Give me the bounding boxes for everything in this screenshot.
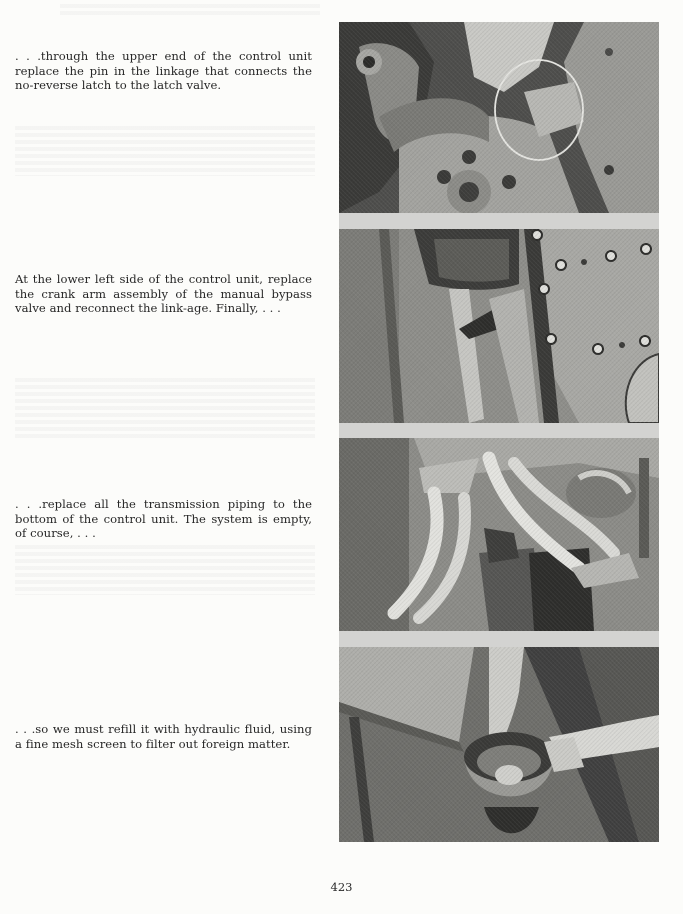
- photo-column: [339, 22, 659, 842]
- photo-separator: [339, 213, 659, 229]
- photo-latch-linkage: [339, 22, 659, 213]
- caption-step-3: . . .replace all the transmission piping to the bottom of the control unit. The system is empty, of course, . . .: [15, 497, 312, 540]
- caption-step-4: . . .so we must refill it with hydraulic fluid, using a fine mesh screen to filter out foreign matter.: [15, 722, 312, 751]
- photo-transmission-piping-image: [339, 438, 659, 631]
- bleed-through-texture: [15, 126, 315, 176]
- photo-refill-hydraulic-fluid-image: [339, 647, 659, 842]
- photo-separator: [339, 423, 659, 438]
- bleed-through-texture: [15, 545, 315, 595]
- bleed-through-texture: [60, 4, 320, 18]
- photo-transmission-piping: [339, 438, 659, 631]
- caption-step-1: . . .through the upper end of the control unit replace the pin in the linkage that connects the no-reverse latch to the latch valve.: [15, 49, 312, 92]
- photo-refill-hydraulic-fluid: [339, 647, 659, 842]
- photo-crank-arm-image: [339, 229, 659, 423]
- bleed-through-texture: [15, 378, 315, 440]
- photo-crank-arm-assembly: [339, 229, 659, 423]
- page-number: 423: [330, 880, 353, 894]
- photo-latch-linkage-image: [339, 22, 659, 213]
- caption-step-2: At the lower left side of the control unit, replace the crank arm assembly of the manual bypass valve and reconnect the link-age. Finally, . . .: [15, 272, 312, 315]
- photo-separator: [339, 631, 659, 647]
